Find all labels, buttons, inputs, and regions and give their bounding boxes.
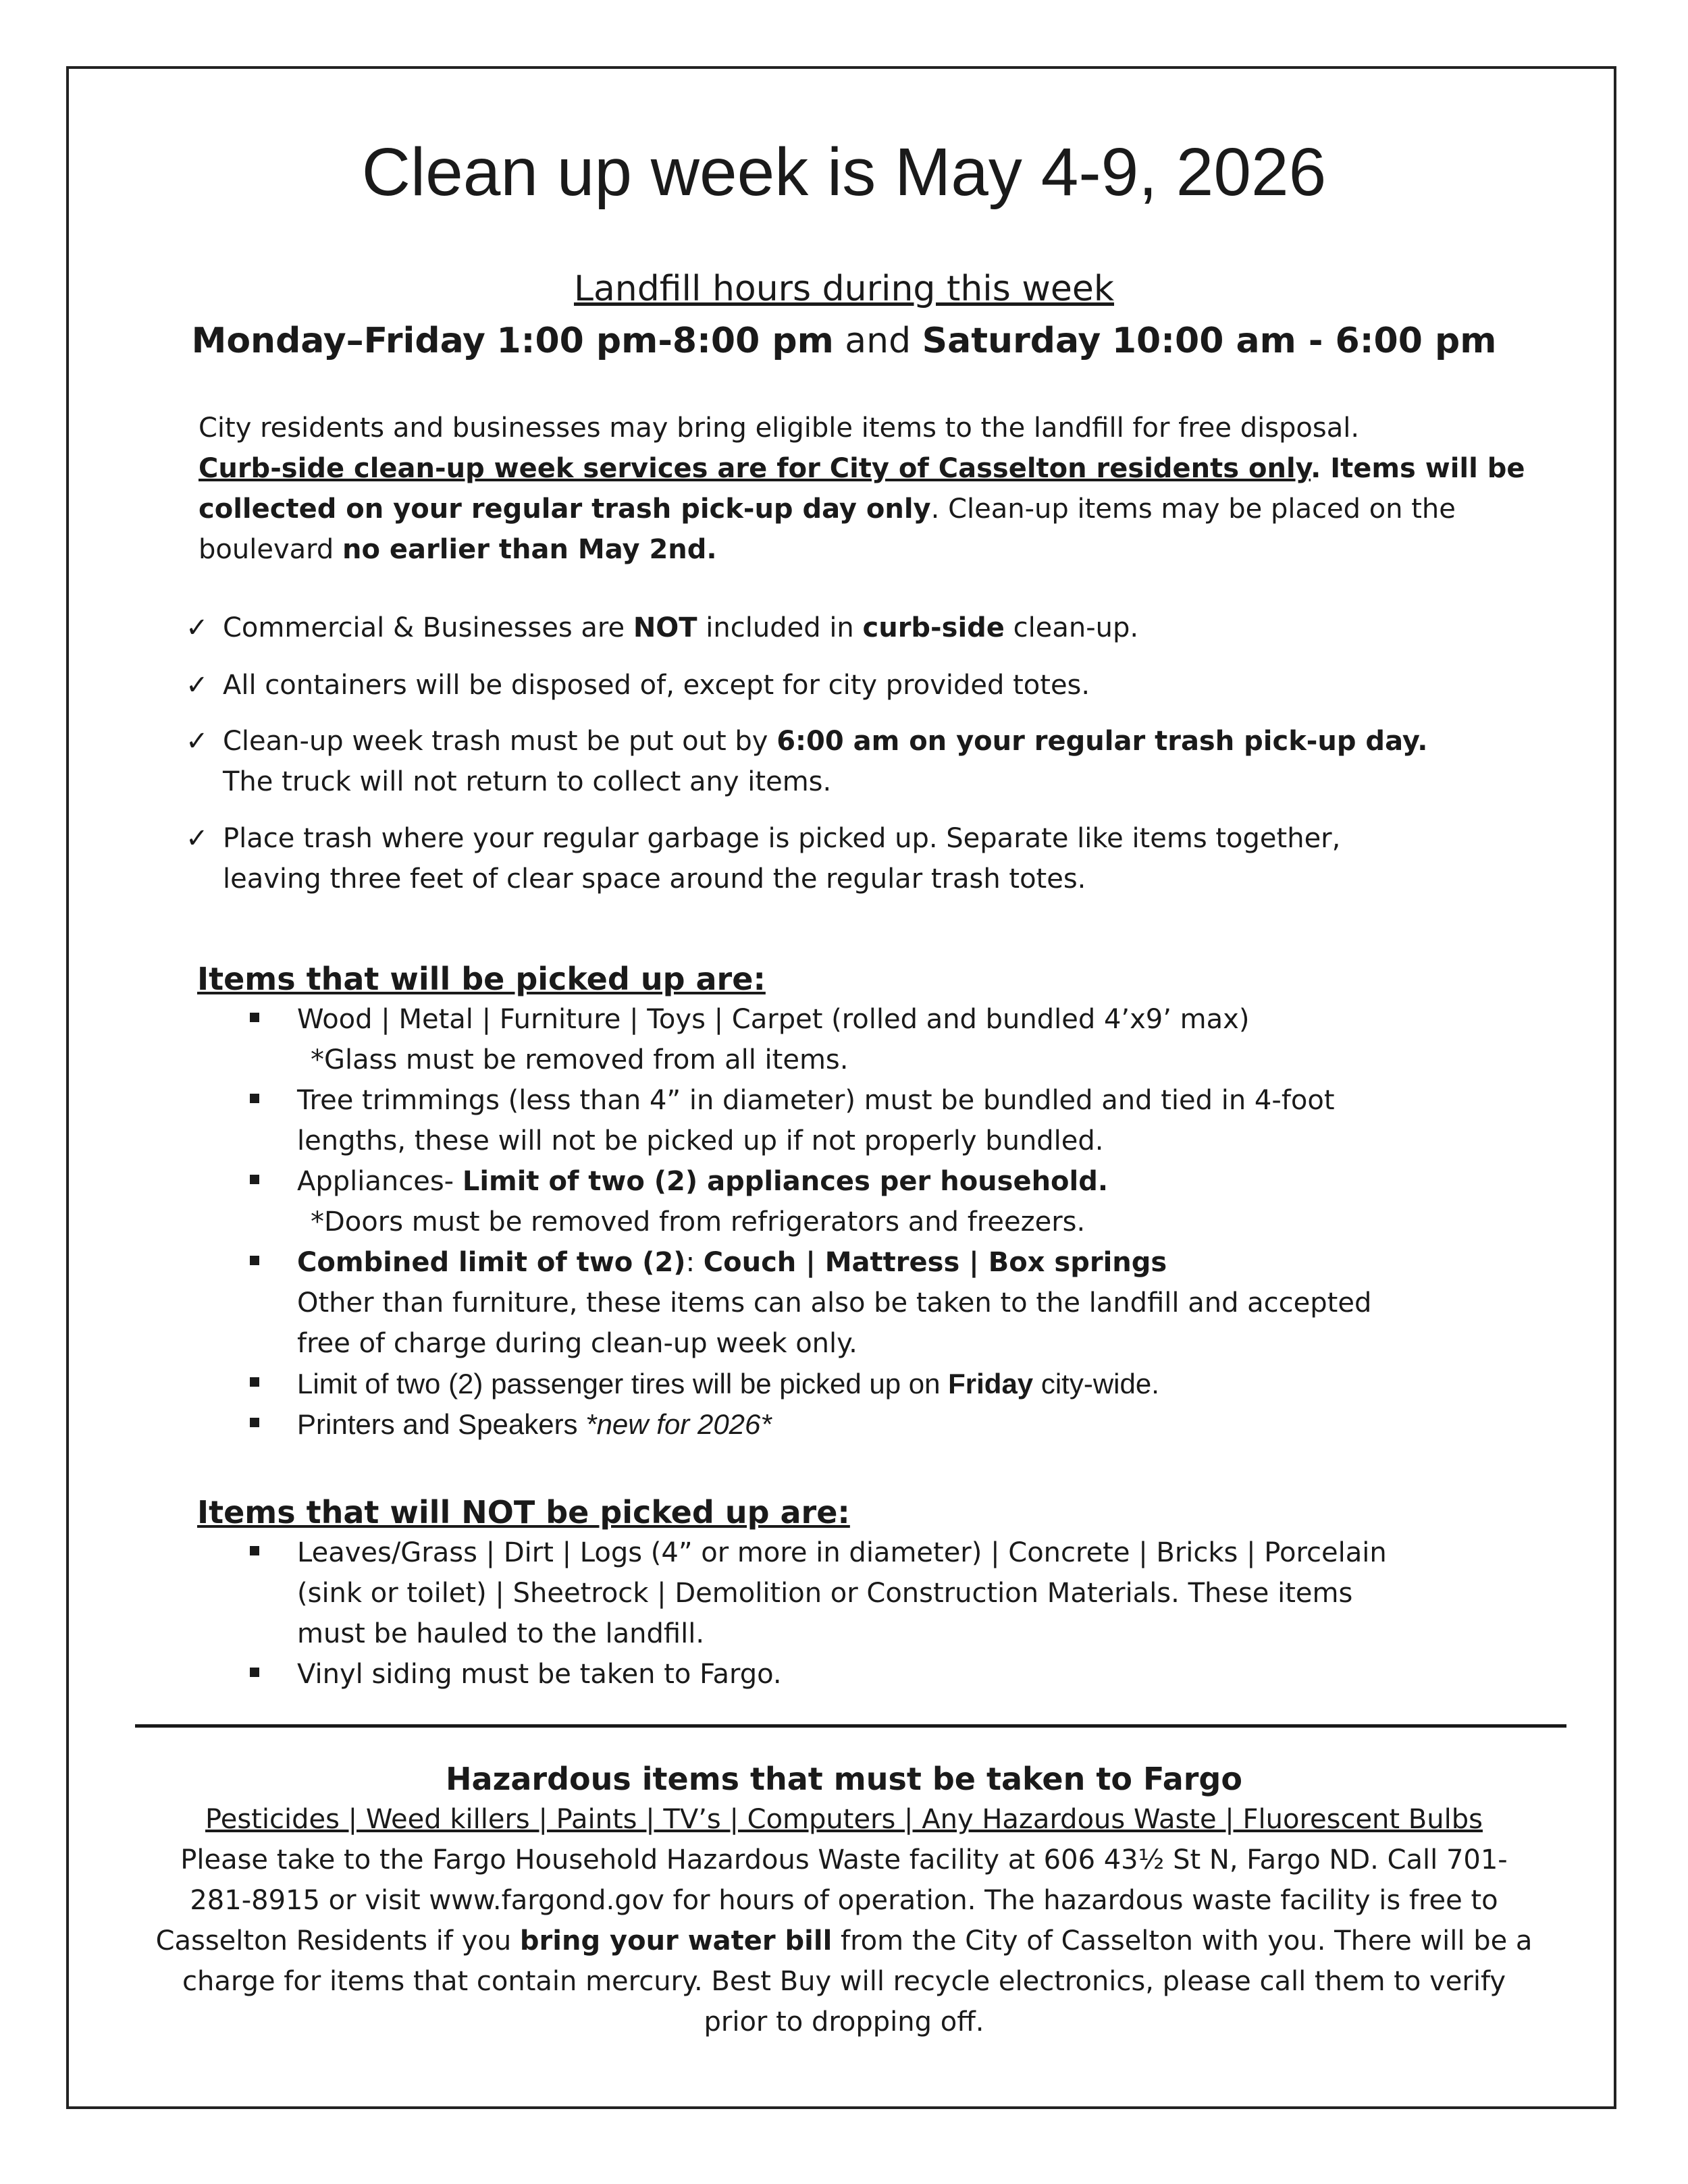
weekday-label: Monday–Friday	[191, 321, 485, 361]
check-icon: ✓	[186, 612, 209, 643]
picked-up-heading: Items that will be picked up are:	[197, 961, 766, 997]
picked-up-item-3	[297, 1161, 1108, 1202]
bullet-icon	[250, 1668, 259, 1677]
hazardous-line-3-a: Casselton Residents if you	[155, 1925, 520, 1956]
not-picked-up-heading: Items that will NOT be picked up are:	[197, 1494, 850, 1530]
hazardous-line-3	[0, 1921, 1688, 1961]
bullet-icon	[250, 1418, 259, 1427]
check-item-4: Place trash where your regular garbage is picked up. Separate like items together,	[223, 823, 1341, 854]
hazardous-line-3-b: bring your water bill	[519, 1925, 833, 1956]
picked-up-item-6	[297, 1404, 772, 1445]
picked-up-item-5	[297, 1364, 1159, 1404]
picked-up-item-4-a: Combined limit of two (2)	[297, 1247, 686, 1278]
not-picked-up-item-1-line-2: (sink or toilet) | Sheetrock | Demolition or Construction Materials. These items	[297, 1578, 1353, 1609]
bullet-icon	[250, 1546, 259, 1555]
intro-line-4-bold: no earlier than May 2nd.	[342, 534, 717, 565]
section-divider	[135, 1724, 1566, 1728]
intro-line-4	[199, 529, 717, 570]
check-item-3-b: 6:00 am on your regular trash pick-up day.	[776, 726, 1428, 757]
check-item-1-e: clean-up.	[1004, 612, 1139, 643]
picked-up-item-3-a: Appliances-	[297, 1166, 463, 1197]
picked-up-item-5-a: Limit of two (2) passenger tires will be picked up on	[297, 1368, 949, 1400]
check-icon: ✓	[186, 726, 209, 757]
curbside-residents-only: Curb-side clean-up week services are for City of Casselton residents only	[199, 453, 1311, 484]
picked-up-item-5-b: Friday	[948, 1368, 1034, 1400]
page-title: Clean up week is May 4-9, 2026	[361, 134, 1327, 210]
hazardous-line-5: prior to dropping off.	[704, 2006, 984, 2037]
not-picked-up-item-1: Leaves/Grass | Dirt | Logs (4” or more in diameter) | Concrete | Bricks | Porcelain	[297, 1537, 1387, 1568]
check-icon: ✓	[186, 670, 209, 701]
hours-joiner: and	[833, 321, 922, 361]
picked-up-item-1: Wood | Metal | Furniture | Toys | Carpet (rolled and bundled 4’x9’ max)	[297, 1004, 1250, 1035]
intro-line-3-bold: collected on your regular trash pick-up day only	[199, 494, 931, 525]
hazardous-heading: Hazardous items that must be taken to Fargo	[446, 1761, 1242, 1797]
check-item-3-a: Clean-up week trash must be put out by	[223, 726, 777, 757]
picked-up-item-2: Tree trimmings (less than 4” in diameter) must be bundled and tied in 4-foot	[297, 1085, 1335, 1116]
check-icon: ✓	[186, 823, 209, 854]
picked-up-item-4-line-2: Other than furniture, these items can also be taken to the landfill and accepted	[297, 1287, 1372, 1319]
hazardous-list: Pesticides | Weed killers | Paints | TV’s | Computers | Any Hazardous Waste | Fluorescent Bulbs	[205, 1804, 1483, 1835]
check-item-2: All containers will be disposed of, except for city provided totes.	[223, 670, 1090, 701]
intro-line-3	[199, 489, 1456, 529]
picked-up-item-4-c: Couch | Mattress | Box springs	[703, 1247, 1167, 1278]
saturday-label: Saturday	[922, 321, 1101, 361]
check-item-1	[223, 608, 1138, 648]
picked-up-item-6-b: *new for 2026*	[585, 1408, 772, 1440]
check-item-4-line-2: leaving three feet of clear space around the regular trash totes.	[223, 863, 1086, 895]
landfill-hours-heading: Landfill hours during this week	[573, 269, 1115, 309]
check-item-3-line-2: The truck will not return to collect any items.	[223, 766, 832, 797]
hazardous-line-4: charge for items that contain mercury. Best Buy will recycle electronics, please call them to verify	[182, 1966, 1506, 1997]
picked-up-item-3-b: Limit of two (2) appliances per household.	[462, 1166, 1109, 1197]
landfill-hours	[0, 317, 1688, 365]
bullet-icon	[250, 1175, 259, 1184]
hazardous-line-1: Please take to the Fargo Household Hazardous Waste facility at 606 43½ St N, Fargo ND. Call 701-	[180, 1844, 1508, 1875]
saturday-hours: 10:00 am - 6:00 pm	[1111, 321, 1497, 361]
picked-up-item-1-note: *Glass must be removed from all items.	[311, 1044, 849, 1075]
picked-up-item-3-note: *Doors must be removed from refrigerators and freezers.	[311, 1206, 1086, 1237]
not-picked-up-item-1-line-3: must be hauled to the landfill.	[297, 1618, 705, 1649]
intro-line-3-rest: . Clean-up items may be placed on the	[930, 494, 1456, 525]
bullet-icon	[250, 1377, 259, 1387]
check-item-1-b: NOT	[633, 612, 697, 643]
picked-up-item-4-b: :	[685, 1247, 704, 1278]
picked-up-item-4-line-3: free of charge during clean-up week only.	[297, 1328, 858, 1359]
bullet-icon	[250, 1256, 259, 1265]
not-picked-up-item-2: Vinyl siding must be taken to Fargo.	[297, 1659, 782, 1690]
intro-line-1: City residents and businesses may bring eligible items to the landfill for free disposal.	[199, 412, 1360, 444]
hazardous-line-3-c: from the City of Casselton with you. There will be a	[832, 1925, 1533, 1956]
check-item-1-a: Commercial & Businesses are	[223, 612, 633, 643]
picked-up-item-4	[297, 1242, 1167, 1283]
weekday-hours: 1:00 pm-8:00 pm	[496, 321, 834, 361]
hazardous-line-2: 281-8915 or visit www.fargond.gov for hours of operation. The hazardous waste facility is free to	[190, 1885, 1498, 1916]
picked-up-item-6-a: Printers and Speakers	[297, 1408, 586, 1440]
check-item-1-c: included in	[697, 612, 863, 643]
picked-up-item-2-line-2: lengths, these will not be picked up if not properly bundled.	[297, 1125, 1104, 1156]
bullet-icon	[250, 1094, 259, 1103]
bullet-icon	[250, 1013, 259, 1022]
check-item-1-d: curb-side	[862, 612, 1005, 643]
intro-line-2-bold: . Items will be	[1311, 453, 1525, 484]
intro-line-4-start: boulevard	[199, 534, 342, 565]
picked-up-item-5-c: city-wide.	[1033, 1368, 1159, 1400]
intro-line-2	[199, 448, 1525, 489]
check-item-3	[223, 721, 1427, 762]
